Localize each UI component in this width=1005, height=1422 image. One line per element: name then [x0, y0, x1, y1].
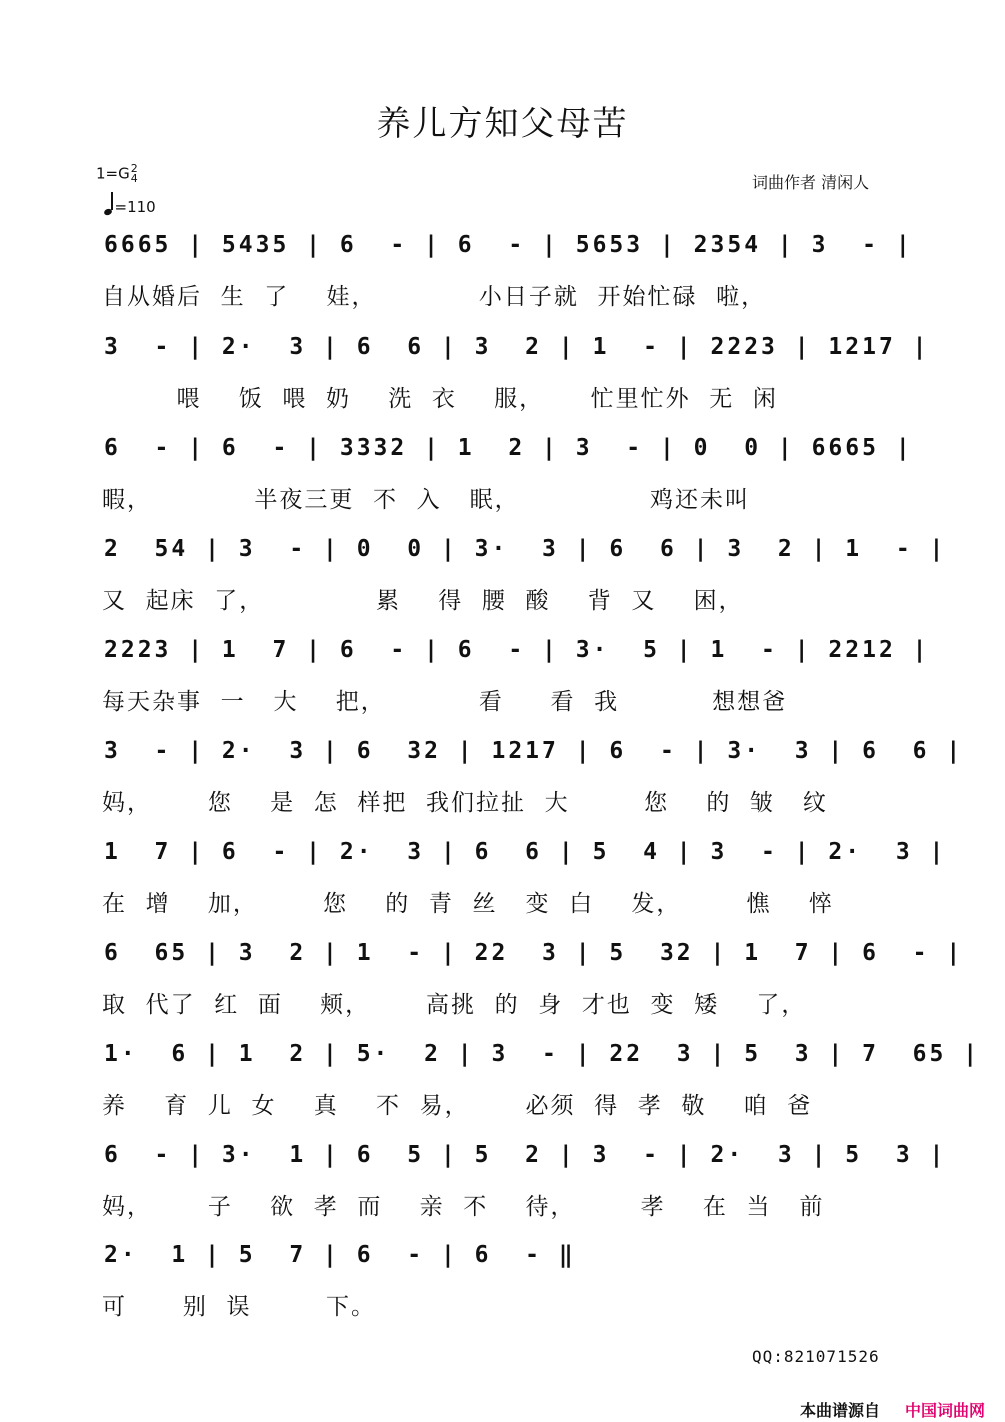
notation-row: 3 - | 2· 3 | 6 6 | 3 2 | 1 - | 2223 | 1217 | — [104, 334, 930, 360]
tempo-marking — [104, 194, 156, 216]
score-line-8 — [0, 940, 1005, 1040]
score-line-1 — [0, 232, 1005, 332]
tempo-value: =110 — [114, 198, 156, 216]
page-title: 养儿方知父母苦 — [376, 104, 629, 144]
score-line-10 — [0, 1142, 1005, 1242]
score-line-9 — [0, 1041, 1005, 1141]
notation-row: 3 - | 2· 3 | 6 32 | 1217 | 6 - | 3· 3 | 6 6 | — [104, 738, 964, 764]
lyrics-row: 妈， 您 是 怎 样把 我们拉扯 大 您 的 皱 纹 — [102, 790, 828, 816]
lyrics-row: 养 育 儿 女 真 不 易， 必须 得 孝 敬 咱 爸 — [102, 1093, 813, 1119]
lyrics-row: 暇， 半夜三更 不 入 眠， 鸡还未叫 — [102, 487, 750, 513]
score-line-5 — [0, 637, 1005, 737]
notation-row: 6 65 | 3 2 | 1 - | 22 3 | 5 32 | 1 7 | 6 - | — [104, 940, 964, 966]
qq-contact: QQ:821071526 — [752, 1347, 880, 1366]
key-signature — [96, 164, 138, 184]
key-text: 1=G — [96, 164, 130, 183]
notation-row: 6 - | 3· 1 | 6 5 | 5 2 | 3 - | 2· 3 | 5 3 | — [104, 1142, 947, 1168]
score-line-6 — [0, 738, 1005, 838]
time-signature: 2 4 — [130, 162, 138, 185]
notation-row: 2223 | 1 7 | 6 - | 6 - | 3· 5 | 1 - | 2212 | — [104, 637, 930, 663]
author-credit: 词曲作者 清闲人 — [752, 173, 870, 192]
lyrics-row: 自从婚后 生 了 娃， 小日子就 开始忙碌 啦， — [102, 284, 767, 310]
lyrics-row: 妈， 子 欲 孝 而 亲 不 待， 孝 在 当 前 — [102, 1194, 825, 1220]
lyrics-row: 喂 饭 喂 奶 洗 衣 服， 忙里忙外 无 闲 — [102, 386, 778, 412]
lyrics-row: 又 起床 了， 累 得 腰 酸 背 又 困， — [102, 588, 744, 614]
score-line-7 — [0, 839, 1005, 939]
notation-row: 6 - | 6 - | 3332 | 1 2 | 3 - | 0 0 | 6665 | — [104, 435, 913, 461]
lyrics-row: 取 代了 红 面 颊， 高挑 的 身 才也 变 矮 了， — [102, 992, 807, 1018]
notation-row: 1 7 | 6 - | 2· 3 | 6 6 | 5 4 | 3 - | 2· 3 | — [104, 839, 947, 865]
site-link[interactable]: 中国词曲网 — [905, 1401, 986, 1420]
notation-row: 2· 1 | 5 7 | 6 - | 6 - ‖ — [104, 1242, 576, 1268]
source-label: 本曲谱源自 — [800, 1401, 881, 1420]
score-line-2 — [0, 334, 1005, 434]
lyrics-row: 在 增 加， 您 的 青 丝 变 白 发， 憔 悴 — [102, 891, 834, 917]
lyrics-row: 每天杂事 一 大 把， 看 看 我 想想爸 — [102, 689, 788, 715]
score-line-3 — [0, 435, 1005, 535]
notation-row: 2 54 | 3 - | 0 0 | 3· 3 | 6 6 | 3 2 | 1 - | — [104, 536, 947, 562]
notation-row: 1· 6 | 1 2 | 5· 2 | 3 - | 22 3 | 5 3 | 7 65 | — [104, 1041, 981, 1067]
score-line-11 — [0, 1242, 1005, 1342]
notation-row: 6665 | 5435 | 6 - | 6 - | 5653 | 2354 | 3 - | — [104, 232, 913, 258]
score-line-4 — [0, 536, 1005, 636]
lyrics-row: 可 别 误 下。 — [102, 1294, 376, 1320]
